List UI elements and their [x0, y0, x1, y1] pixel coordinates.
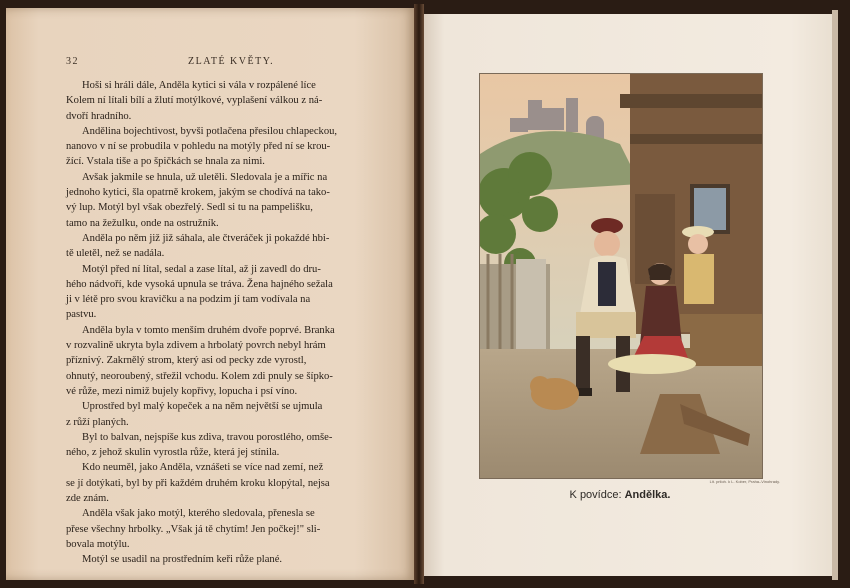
text-line: Uprostřed byl malý kopeček a na něm největší se ujmula: [82, 401, 323, 413]
text-line: pastvu.: [66, 309, 97, 321]
text-line: Motýl se usadil na prostředním keři růže plané.: [82, 554, 283, 566]
text-line: žící. Vstala tiše a po špičkách se hnala za nimi.: [66, 156, 265, 168]
text-line: Byl to balvan, nejspíše kus zdiva, travou porostlého, omše-: [82, 431, 333, 443]
page-number: 32: [66, 56, 79, 67]
page-edges: [832, 10, 838, 580]
text-line: bovala motýlu.: [66, 538, 130, 550]
illustration-plate: [479, 73, 763, 479]
text-line: Motýl před ní lítal, sedal a zase lítal, až ji zavedl do dru-: [82, 263, 321, 275]
text-line: tě uletěl, než se nadála.: [66, 248, 165, 260]
text-line: ohnutý, neoroubený, střežil vchodu. Kolem zdi pnuly se šípko-: [66, 370, 333, 382]
text-line: Kdo neuměl, jako Anděla, vznášeti se více nad zemí, než: [82, 462, 324, 474]
text-line: příznivý. Zakrnělý strom, který asi od pecky zde vyrostl,: [66, 355, 307, 367]
running-title: ZLATÉ KVĚTY.: [188, 56, 275, 67]
text-line: hého nádvoří, kde vysoká upnula se tráva. Žena hajného sežala: [66, 278, 333, 290]
body-text: [66, 78, 372, 568]
text-line: nanovo v ní se probudila v pohledu na motýly před ní se krou-: [66, 141, 331, 153]
text-line: Anděla však jako motýl, kterého sledovala, přenesla se: [82, 508, 315, 520]
illustration-caption: [479, 489, 761, 501]
text-line: Avšak jakmile se hnula, už uletěli. Sledovala je a mířic na: [82, 171, 328, 183]
text-line: tamo na žežulku, onde na ostružník.: [66, 217, 219, 229]
text-line: Andělina bojechtivost, byvši potlačena přesilou chlapeckou,: [82, 125, 338, 137]
text-line: Anděla byla v tomto menším druhém dvoře poprvé. Branka: [82, 324, 335, 336]
caption-title: Andělka.: [624, 489, 671, 501]
text-line: dvoří hradního.: [66, 110, 132, 122]
text-line: ného, z jehož skulin vyrostla růže, která jej stínila.: [66, 447, 280, 459]
text-line: přese všechny hrbolky. „Však já tě chytím! Jen počkej!" sli-: [66, 523, 321, 535]
book-spine: [414, 4, 424, 584]
text-line: vý lup. Motýl byl však obezřelý. Sedl si tu na pampelišku,: [66, 202, 313, 214]
text-line: v rozvalině ukryta byla zdivem a hrbolatý povrch nebyl hrám: [66, 340, 326, 352]
text-line: Hoši si hráli dále, Anděla kytici si vála v rozpálené líce: [82, 80, 316, 91]
plate-credit: Lit. priloh. k L. Kober, Praha–Vinohrady.: [709, 479, 780, 484]
illustration-image: [480, 74, 762, 478]
text-line: zde znám.: [66, 493, 109, 505]
text-line: z růží planých.: [66, 416, 129, 428]
running-head: [56, 56, 406, 70]
text-line: Anděla po něm již již sáhala, ale čtveráček ji pokaždé hbi-: [82, 232, 330, 244]
text-line: ji v létě pro svou kravičku a na podzim jí tam vodívala na: [66, 294, 311, 306]
text-line: se jí dotýkati, byl by při každém druhém kroku klopýtal, nejsa: [66, 477, 330, 489]
text-line: Kolem ní lítali bílí a žlutí motýlkové, vyplašení válkou z ná-: [66, 95, 323, 107]
text-line: vé růže, mezi nimiž bujely kopřivy, lopucha i psí víno.: [66, 385, 298, 397]
caption-prefix: K povídce:: [569, 489, 622, 501]
text-line: jednoho kytici, šla opatrně krokem, jakým se chodívá na tako-: [66, 187, 330, 199]
